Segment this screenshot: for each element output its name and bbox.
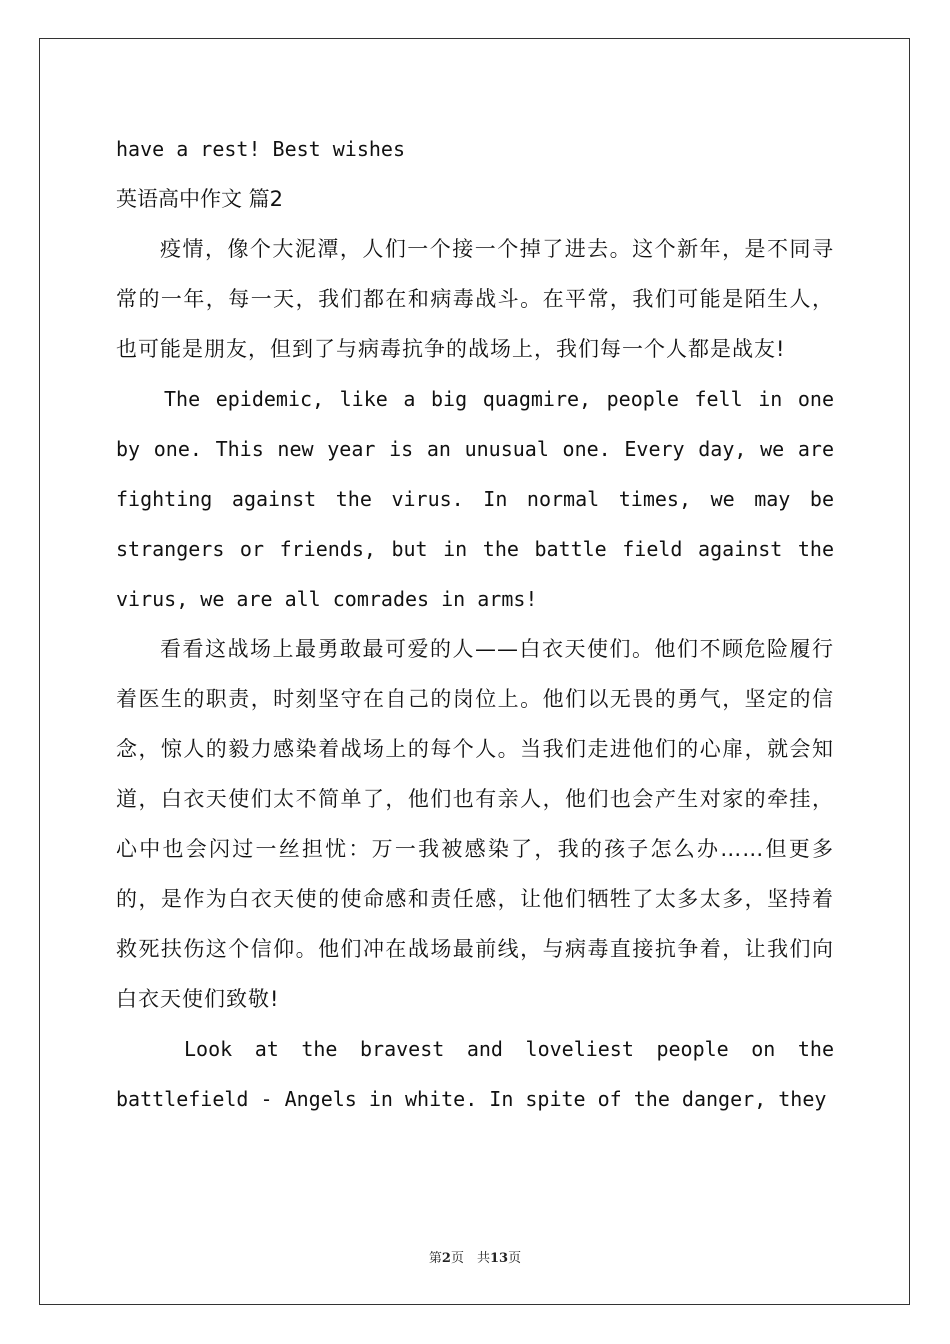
footer-suffix: 页 bbox=[508, 1251, 522, 1266]
document-body bbox=[116, 124, 834, 1124]
paragraph-zh-2: 看看这战场上最勇敢最可爱的人——白衣天使们。他们不顾危险履行着医生的职责，时刻坚守在自己的岗位上。他们以无畏的勇气，坚定的信念，惊人的毅力感染着战场上的每个人。当我们走进他们的心扉，就会知道，白衣天使们太不简单了，他们也有亲人，他们也会产生对家的牵挂，心中也会闪过一丝担忧：万一我被感染了，我的孩子怎么办……但更多的，是作为白衣天使的使命感和责任感，让他们牺牲了太多太多，坚持着救死扶伤这个信仰。他们冲在战场最前线，与病毒直接抗争着，让我们向白衣天使们致敬! bbox=[116, 637, 834, 1011]
paragraph-en-1: The epidemic, like a big quagmire, people fell in one by one. This new year is an unusual one. Every day, we are fighting against the virus. In normal times, we may be strangers or friends, but in the battle field against the virus, we are all comrades in arms! bbox=[116, 387, 834, 611]
footer-page-number: 2 bbox=[441, 1251, 451, 1266]
paragraph-en-2: Look at the bravest and loveliest people on the battlefield - Angels in white. In spite of the danger, they bbox=[116, 1037, 834, 1111]
footer-total-pages: 13 bbox=[489, 1251, 509, 1266]
section-heading: 英语高中作文 篇2 bbox=[116, 187, 284, 211]
footer-prefix: 第 bbox=[428, 1251, 442, 1266]
footer-mid: 页 共 bbox=[450, 1251, 490, 1266]
paragraph-zh-1: 疫情，像个大泥潭，人们一个接一个掉了进去。这个新年，是不同寻常的一年，每一天，我们都在和病毒战斗。在平常，我们可能是陌生人，也可能是朋友，但到了与病毒抗争的战场上，我们每一个人都是战友! bbox=[116, 237, 834, 361]
closing-line: have a rest! Best wishes bbox=[116, 137, 405, 161]
page-footer bbox=[0, 1247, 950, 1266]
